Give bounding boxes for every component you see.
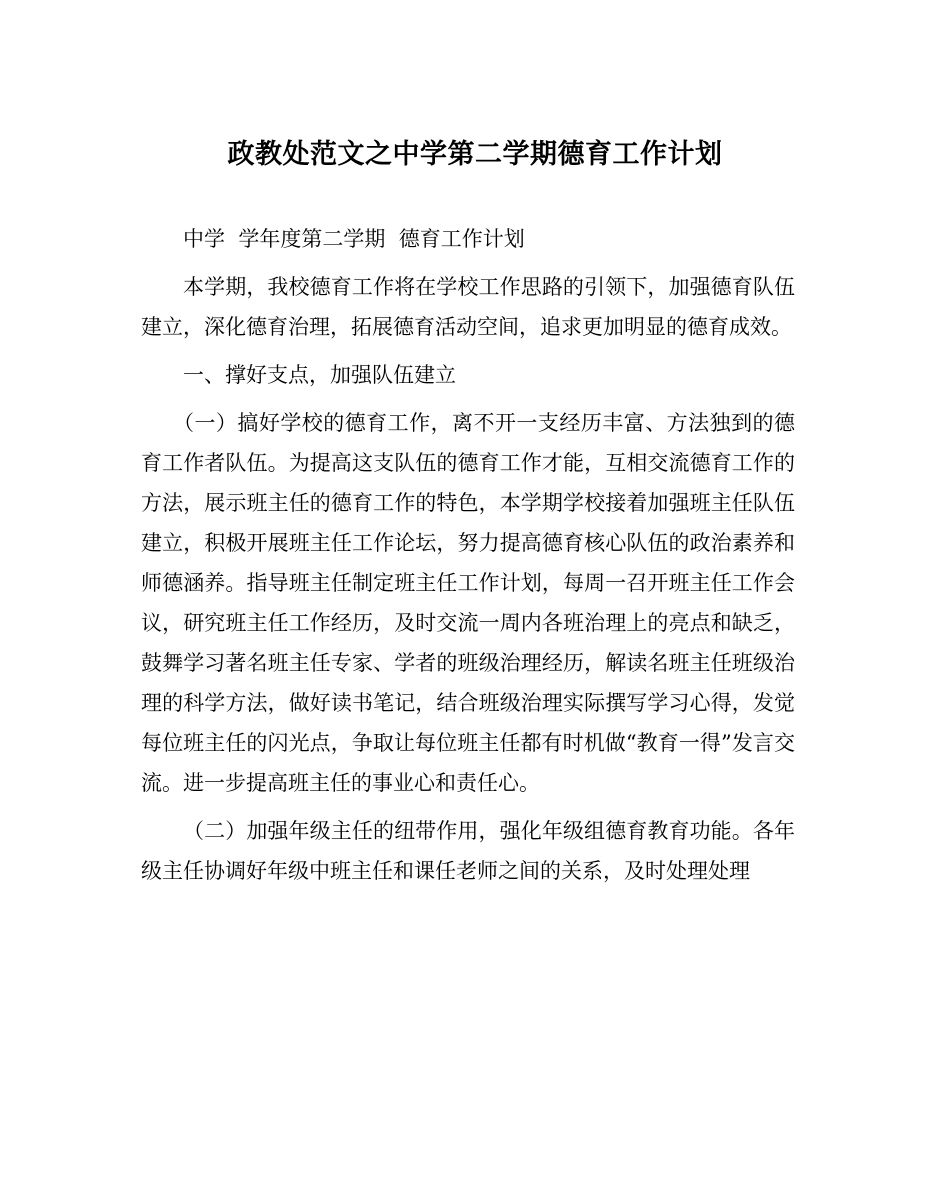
body-paragraph: （二）加强年级主任的纽带作用，强化年级组德育教育功能。各年级主任协调好年级中班主任和课任老师之间的关系，及时处理处理 — [141, 819, 795, 883]
body-paragraph: （一）搞好学校的德育工作，离不开一支经历丰富、方法独到的德育工作者队伍。为提高这支队伍的德育工作才能，互相交流德育工作的方法，展示班主任的德育工作的特色，本学期学校接着加强班主任队伍建立，积极开展班主任工作论坛，努力提高德育核心队伍的政治素养和师德涵养。指导班主任制定班主任工作计划，每周一召开班主任工作会议，研究班主任工作经历，及时交流一周内各班治理上的亮点和缺乏，鼓舞学习著名班主任专家、学者的班级治理经历，解读名班主任班级治理的科学方法，做好读书笔记，结合班级治理实际撰写学习心得，发觉每位班主任的闪光点，争取让每位班主任都有时机做“教育一得”发言交流。进一步提高班主任的事业心和责任心。 — [141, 411, 795, 795]
document-title: 政教处范文之中学第二学期德育工作计划 — [227, 139, 723, 170]
section-heading: 一、撑好支点，加强队伍建立 — [183, 363, 456, 387]
intro-paragraph: 本学期，我校德育工作将在学校工作思路的引领下，加强德育队伍建立，深化德育治理，拓展德育活动空间，追求更加明显的德育成效。 — [141, 275, 795, 339]
document-subtitle: 中学 学年度第二学期 德育工作计划 — [183, 227, 525, 251]
document-body — [141, 219, 795, 899]
